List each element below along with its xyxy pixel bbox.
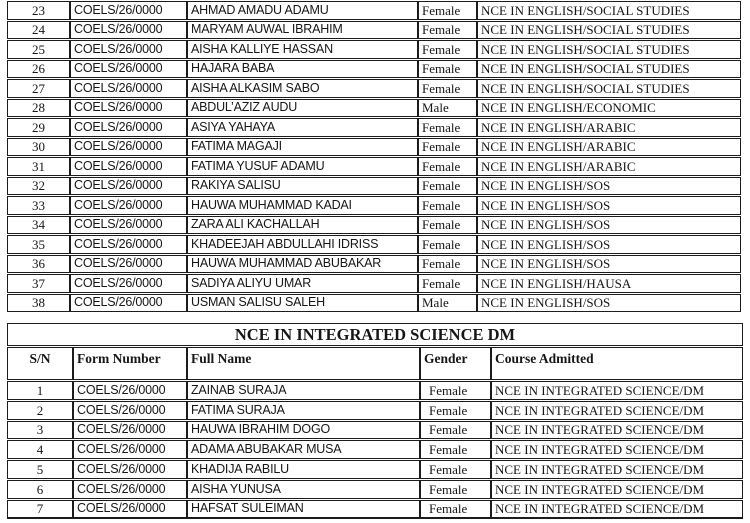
sn-cell: 5 (7, 460, 73, 479)
gender-cell: Female (420, 480, 491, 499)
full-name-cell: KHADIJA RABILU (187, 460, 420, 479)
gender-cell: Female (420, 440, 491, 459)
course-admitted-cell: NCE IN INTEGRATED SCIENCE/DM (491, 381, 743, 400)
table-row (7, 157, 741, 176)
course-admitted-cell: NCE IN INTEGRATED SCIENCE/DM (491, 460, 743, 479)
form-number-cell: COELS/26/0000 (70, 40, 187, 59)
full-name-cell: HAUWA IBRAHIM DOGO (187, 421, 420, 440)
sn-cell: 31 (7, 157, 70, 176)
table-row (7, 99, 741, 118)
form-number-cell: COELS/26/0000 (70, 157, 187, 176)
sn-cell: 27 (7, 79, 70, 98)
table-row (7, 421, 743, 440)
gender-cell: Female (418, 177, 477, 196)
course-admitted-cell: NCE IN INTEGRATED SCIENCE/DM (491, 421, 743, 440)
course-admitted-cell: NCE IN INTEGRATED SCIENCE/DM (491, 440, 743, 459)
course-admitted-cell: NCE IN ENGLISH/SOCIAL STUDIES (477, 40, 741, 59)
header-gender: Gender (420, 347, 491, 380)
table-row (7, 216, 741, 235)
sn-cell: 3 (7, 421, 73, 440)
full-name-cell: KHADEEJAH ABDULLAHI IDRISS (187, 235, 418, 254)
header-full-name: Full Name (187, 347, 420, 380)
full-name-cell: FATIMA SURAJA (187, 401, 420, 420)
full-name-cell: AHMAD AMADU ADAMU (187, 1, 418, 20)
form-number-cell: COELS/26/0000 (70, 1, 187, 20)
table-row (7, 21, 741, 40)
form-number-cell: COELS/26/0000 (73, 500, 187, 519)
header-form-number: Form Number (73, 347, 187, 380)
table-row (7, 381, 743, 400)
full-name-cell: ABDUL’AZIZ AUDU (187, 99, 418, 118)
table-row (7, 138, 741, 157)
gender-cell: Female (420, 421, 491, 440)
course-admitted-cell: NCE IN INTEGRATED SCIENCE/DM (491, 480, 743, 499)
form-number-cell: COELS/26/0000 (70, 79, 187, 98)
full-name-cell: HAJARA BABA (187, 60, 418, 79)
course-admitted-cell: NCE IN ENGLISH/SOCIAL STUDIES (477, 1, 741, 20)
sn-cell: 32 (7, 177, 70, 196)
full-name-cell: HAFSAT SULEIMAN (187, 500, 420, 519)
form-number-cell: COELS/26/0000 (70, 177, 187, 196)
gender-cell: Female (418, 157, 477, 176)
course-admitted-cell: NCE IN ENGLISH/ARABIC (477, 138, 741, 157)
course-admitted-cell: NCE IN ENGLISH/SOCIAL STUDIES (477, 79, 741, 98)
table-row (7, 118, 741, 137)
table-row (7, 255, 741, 274)
full-name-cell: SADIYA ALIYU UMAR (187, 274, 418, 293)
full-name-cell: HAUWA MUHAMMAD ABUBAKAR (187, 255, 418, 274)
sn-cell: 33 (7, 196, 70, 215)
course-admitted-cell: NCE IN ENGLISH/SOCIAL STUDIES (477, 60, 741, 79)
gender-cell: Female (418, 21, 477, 40)
gender-cell: Female (418, 79, 477, 98)
sn-cell: 34 (7, 216, 70, 235)
admission-table-english-body (7, 1, 741, 312)
full-name-cell: ZAINAB SURAJA (187, 381, 420, 400)
course-admitted-cell: NCE IN ENGLISH/SOS (477, 235, 741, 254)
form-number-cell: COELS/26/0000 (70, 196, 187, 215)
header-sn: S/N (7, 347, 73, 380)
form-number-cell: COELS/26/0000 (73, 440, 187, 459)
gender-cell: Female (418, 60, 477, 79)
form-number-cell: COELS/26/0000 (73, 480, 187, 499)
form-number-cell: COELS/26/0000 (73, 401, 187, 420)
gender-cell: Male (418, 99, 477, 118)
table-row (7, 480, 743, 499)
form-number-cell: COELS/26/0000 (73, 381, 187, 400)
sn-cell: 24 (7, 21, 70, 40)
form-number-cell: COELS/26/0000 (70, 21, 187, 40)
header-course-admitted: Course Admitted (491, 347, 743, 380)
form-number-cell: COELS/26/0000 (73, 460, 187, 479)
sn-cell: 2 (7, 401, 73, 420)
sn-cell: 26 (7, 60, 70, 79)
sn-cell: 6 (7, 480, 73, 499)
course-admitted-cell: NCE IN ENGLISH/ARABIC (477, 118, 741, 137)
gender-cell: Female (418, 216, 477, 235)
sn-cell: 23 (7, 1, 70, 20)
course-admitted-cell: NCE IN ENGLISH/SOS (477, 196, 741, 215)
sn-cell: 7 (7, 500, 73, 519)
course-admitted-cell: NCE IN ENGLISH/ARABIC (477, 157, 741, 176)
course-admitted-cell: NCE IN ENGLISH/HAUSA (477, 274, 741, 293)
gender-cell: Female (418, 274, 477, 293)
full-name-cell: ADAMA ABUBAKAR MUSA (187, 440, 420, 459)
gender-cell: Male (418, 294, 477, 313)
course-admitted-cell: NCE IN INTEGRATED SCIENCE/DM (491, 401, 743, 420)
gender-cell: Female (420, 381, 491, 400)
table-row (7, 401, 743, 420)
sn-cell: 30 (7, 138, 70, 157)
sn-cell: 25 (7, 40, 70, 59)
table-row (7, 440, 743, 459)
sn-cell: 37 (7, 274, 70, 293)
gender-cell: Female (418, 235, 477, 254)
full-name-cell: MARYAM AUWAL IBRAHIM (187, 21, 418, 40)
course-admitted-cell: NCE IN INTEGRATED SCIENCE/DM (491, 500, 743, 519)
sn-cell: 36 (7, 255, 70, 274)
form-number-cell: COELS/26/0000 (70, 255, 187, 274)
table-header-row (7, 347, 743, 380)
gender-cell: Female (418, 196, 477, 215)
form-number-cell: COELS/26/0000 (73, 421, 187, 440)
full-name-cell: RAKIYA SALISU (187, 177, 418, 196)
course-admitted-cell: NCE IN ENGLISH/SOCIAL STUDIES (477, 21, 741, 40)
course-admitted-cell: NCE IN ENGLISH/SOS (477, 255, 741, 274)
table-row (7, 60, 741, 79)
admission-table-english (7, 0, 741, 313)
gender-cell: Female (418, 255, 477, 274)
table-row (7, 1, 741, 20)
form-number-cell: COELS/26/0000 (70, 118, 187, 137)
full-name-cell: AISHA ALKASIM SABO (187, 79, 418, 98)
table-row (7, 177, 741, 196)
full-name-cell: FATIMA MAGAJI (187, 138, 418, 157)
gender-cell: Female (420, 500, 491, 519)
full-name-cell: FATIMA YUSUF ADAMU (187, 157, 418, 176)
form-number-cell: COELS/26/0000 (70, 235, 187, 254)
course-admitted-cell: NCE IN ENGLISH/SOS (477, 177, 741, 196)
gender-cell: Female (418, 1, 477, 20)
sn-cell: 28 (7, 99, 70, 118)
gender-cell: Female (420, 460, 491, 479)
course-admitted-cell: NCE IN ENGLISH/ECONOMIC (477, 99, 741, 118)
course-admitted-cell: NCE IN ENGLISH/SOS (477, 294, 741, 313)
table-row (7, 460, 743, 479)
form-number-cell: COELS/26/0000 (70, 294, 187, 313)
gender-cell: Female (420, 401, 491, 420)
table-row (7, 40, 741, 59)
table-row (7, 274, 741, 293)
form-number-cell: COELS/26/0000 (70, 60, 187, 79)
admission-table-integrated-science-body (7, 381, 743, 519)
gender-cell: Female (418, 138, 477, 157)
form-number-cell: COELS/26/0000 (70, 99, 187, 118)
gender-cell: Female (418, 118, 477, 137)
table-row (7, 196, 741, 215)
form-number-cell: COELS/26/0000 (70, 138, 187, 157)
full-name-cell: USMAN SALISU SALEH (187, 294, 418, 313)
table-title-row (7, 323, 743, 346)
sn-cell: 29 (7, 118, 70, 137)
form-number-cell: COELS/26/0000 (70, 216, 187, 235)
full-name-cell: ZARA ALI KACHALLAH (187, 216, 418, 235)
admission-table-integrated-science (7, 322, 743, 520)
gender-cell: Female (418, 40, 477, 59)
table-row (7, 500, 743, 519)
sn-cell: 4 (7, 440, 73, 459)
table-row (7, 79, 741, 98)
sn-cell: 38 (7, 294, 70, 313)
full-name-cell: HAUWA MUHAMMAD KADAI (187, 196, 418, 215)
table-row (7, 235, 741, 254)
full-name-cell: ASIYA YAHAYA (187, 118, 418, 137)
table-row (7, 294, 741, 313)
full-name-cell: AISHA KALLIYE HASSAN (187, 40, 418, 59)
course-admitted-cell: NCE IN ENGLISH/SOS (477, 216, 741, 235)
form-number-cell: COELS/26/0000 (70, 274, 187, 293)
sn-cell: 35 (7, 235, 70, 254)
full-name-cell: AISHA YUNUSA (187, 480, 420, 499)
table-title: NCE IN INTEGRATED SCIENCE DM (7, 323, 743, 346)
sn-cell: 1 (7, 381, 73, 400)
